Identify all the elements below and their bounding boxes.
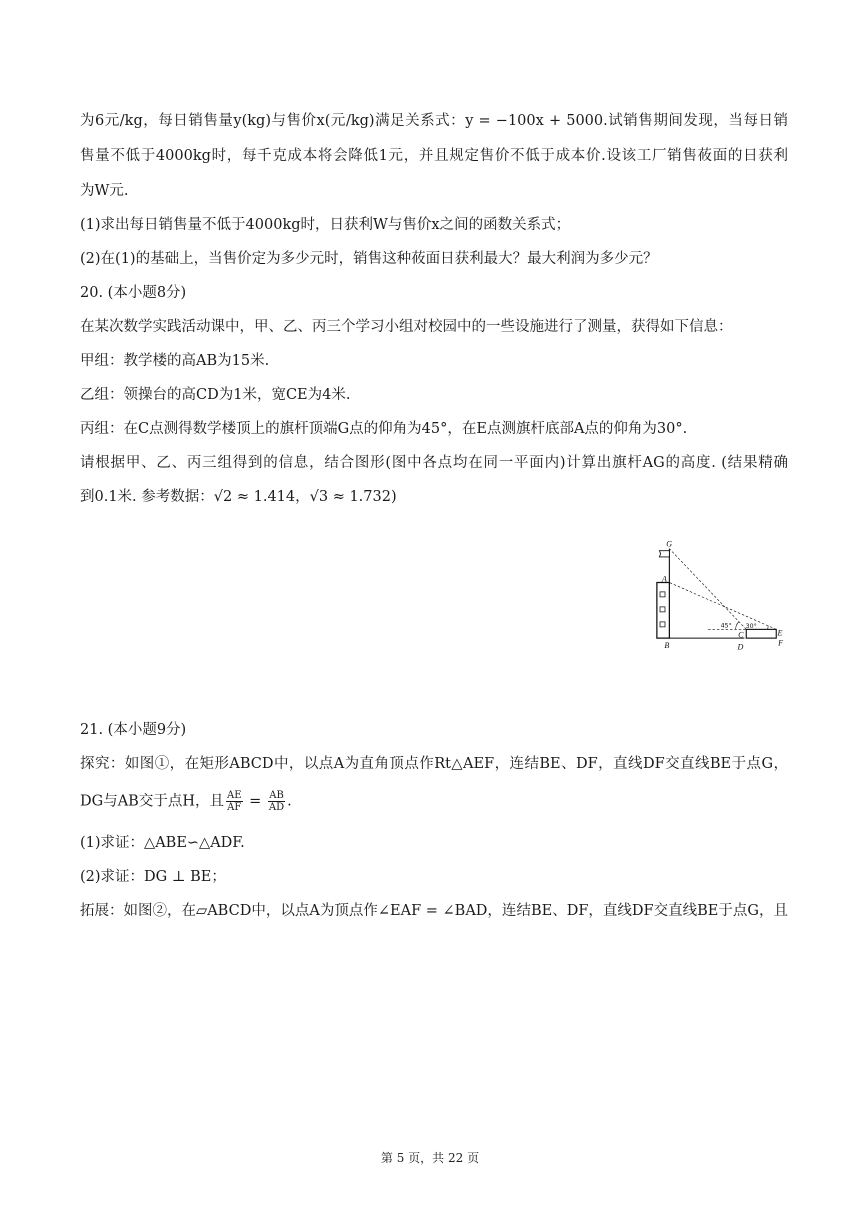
building-rect [657, 583, 670, 639]
p21-explore-1: 探究：如图①，在矩形ABCD中，以点A为直角顶点作Rt△AEF，连结BE、DF，直线DF交直线BE于点G， [80, 756, 788, 772]
label-C: C [738, 630, 744, 640]
p21-explore-2-pre: DG与AB交于点H，且 [80, 793, 224, 810]
sightline-CG [669, 549, 746, 630]
fraction-ae-af: $\frac{AE}{AF}$ [226, 790, 242, 813]
label-E: E [777, 628, 783, 638]
page-footer: 第 5 页，共 22 页 [380, 1151, 480, 1165]
p20-group-b: 乙组：领操台的高CD为1米，宽CE为4米. [80, 387, 351, 403]
p20-ask-2: 到0.1米. 参考数据：√2 ≈ 1.414，√3 ≈ 1.732) [80, 489, 397, 505]
flagpole-geometry-figure [655, 505, 784, 685]
angle-arc-45 [736, 622, 739, 630]
window-2 [660, 607, 665, 612]
label-A: A [661, 574, 667, 584]
p20-intro: 在某次数学实践活动课中，甲、乙、丙三个学习小组对校园中的一些设施进行了测量，获得如下信息： [80, 319, 733, 335]
window-3 [660, 622, 665, 627]
label-F: F [778, 638, 784, 648]
flag-icon [659, 551, 669, 557]
p20-ask-1: 请根据甲、乙、丙三组得到的信息，结合图形(图中各点均在同一平面内)计算出旗杆AG的高度. (结果精确 [80, 455, 788, 471]
p19-line-2: 售量不低于4000kg时，每千克成本将会降低1元，并且规定售价不低于成本价.设该工厂销售莜面的日获利 [80, 148, 788, 164]
p21-question-1: (1)求证：△ABE∽△ADF. [80, 835, 245, 851]
p20-group-a: 甲组：教学楼的高AB为15米. [80, 353, 270, 369]
angle-label-30: 30° [745, 623, 757, 631]
p21-explore-2 [80, 790, 788, 813]
label-D: D [737, 642, 744, 652]
label-G: G [666, 539, 673, 549]
p21-question-2: (2)求证：DG ⊥ BE； [80, 869, 226, 885]
p19-question-2: (2)在(1)的基础上，当售价定为多少元时，销售这种莜面日获利最大？最大利润为多少元？ [80, 251, 658, 267]
p21-heading: 21. (本小题9分) [80, 722, 187, 738]
p19-line-1: 为6元/kg，每日销售量y(kg)与售价x(元/kg)满足关系式：y = −100x + 5000.试销售期间发现，当每日销 [80, 113, 788, 129]
p21-explore-2-post: . [287, 793, 292, 810]
p20-group-c: 丙组：在C点测得数学楼顶上的旗杆顶端G点的仰角为45°，在E点测旗杆底部A点的仰角为30°. [80, 421, 688, 437]
p21-extend: 拓展：如图②，在▱ABCD中，以点A为顶点作∠EAF = ∠BAD，连结BE、DF，直线DF交直线BE于点G，且 [80, 903, 788, 919]
label-B: B [664, 641, 670, 651]
p19-question-1: (1)求出每日销售量不低于4000kg时，日获利W与售价x之间的函数关系式； [80, 217, 571, 233]
fraction-ab-ad: $\frac{AB}{AD}$ [268, 790, 285, 813]
p20-heading: 20. (本小题8分) [80, 285, 187, 301]
angle-label-45: 45° [720, 622, 732, 630]
window-1 [660, 592, 665, 597]
platform-rect [746, 629, 776, 638]
p19-line-3: 为W元. [80, 183, 129, 199]
equals-sign: = [244, 793, 266, 810]
